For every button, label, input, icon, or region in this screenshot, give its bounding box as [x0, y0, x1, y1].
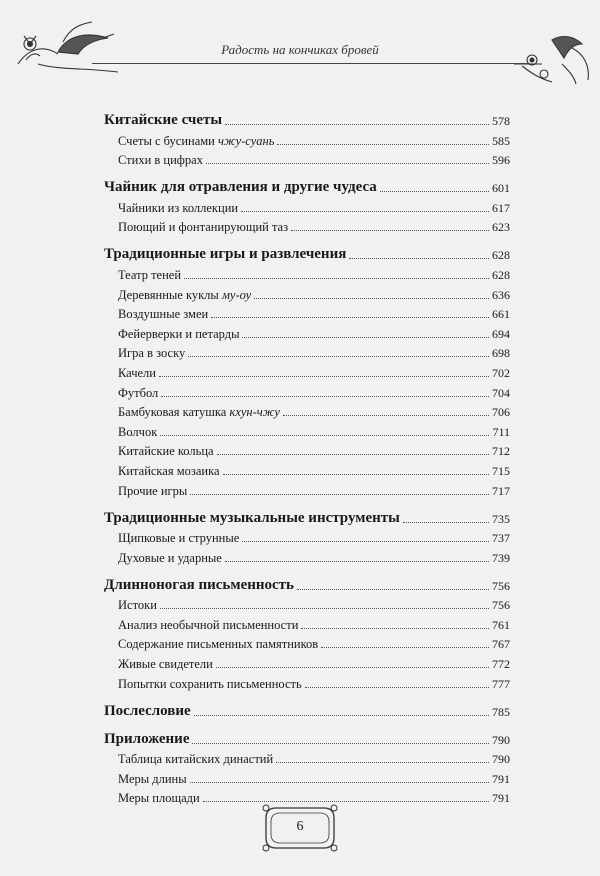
toc-title — [118, 464, 220, 479]
toc-page-number: 791 — [492, 791, 510, 806]
toc-section — [104, 240, 510, 263]
toc-title — [118, 405, 280, 420]
dot-leader — [190, 494, 489, 495]
toc-entry — [104, 129, 510, 149]
toc-title-text: Китайские кольца — [118, 444, 214, 459]
dot-leader — [192, 743, 489, 744]
toc-title — [118, 677, 302, 692]
dot-leader — [403, 522, 489, 523]
toc-entry — [104, 216, 510, 236]
dot-leader — [321, 647, 489, 648]
toc-title-italic: чжу-суань — [218, 133, 275, 148]
dot-leader — [277, 144, 489, 145]
toc-section — [104, 504, 510, 527]
toc-title — [118, 551, 222, 566]
table-of-contents — [104, 106, 510, 806]
toc-page-number: 628 — [492, 248, 510, 263]
bird-flower-icon — [512, 30, 596, 90]
dot-leader — [190, 782, 489, 783]
toc-title-text: Китайская мозаика — [118, 463, 220, 478]
dot-leader — [349, 258, 489, 259]
toc-entry — [104, 440, 510, 460]
toc-page-number: 628 — [492, 267, 510, 282]
toc-page-number: 790 — [492, 732, 510, 747]
toc-page-number: 712 — [492, 444, 510, 459]
toc-section — [104, 173, 510, 196]
dot-leader — [188, 356, 489, 357]
toc-title-text: Длинноногая письменность — [104, 576, 294, 593]
toc-title — [104, 703, 191, 720]
toc-section — [104, 725, 510, 748]
toc-page-number: 578 — [492, 114, 510, 128]
toc-title-text: Духовые и ударные — [118, 550, 222, 565]
toc-title — [118, 444, 214, 459]
toc-page-number: 767 — [492, 637, 510, 652]
toc-entry — [104, 196, 510, 216]
toc-title — [118, 618, 298, 633]
toc-section — [104, 697, 510, 720]
toc-title — [118, 598, 157, 613]
toc-title-text: Чайники из коллекции — [118, 200, 239, 215]
dot-leader — [276, 762, 489, 763]
dot-leader — [242, 337, 489, 338]
dot-leader — [380, 191, 489, 192]
dot-leader — [297, 589, 489, 590]
toc-title-text: Таблица китайских династий — [118, 752, 274, 767]
toc-entry — [104, 342, 510, 362]
toc-title-text: Воздушные змеи — [118, 307, 209, 322]
toc-page-number: 715 — [492, 463, 510, 478]
dot-leader — [216, 667, 489, 668]
toc-title-text: Чайник для отравления и другие чудеса — [104, 179, 377, 196]
toc-title-text: Щипковые и струнные — [118, 531, 240, 546]
toc-title — [104, 577, 294, 594]
toc-title-text: Прочие игры — [118, 483, 188, 498]
header-rule — [92, 63, 530, 64]
page-number: 6 — [296, 819, 304, 834]
toc-title — [118, 484, 187, 499]
dot-leader — [241, 211, 489, 212]
toc-title — [118, 637, 318, 652]
toc-section — [104, 106, 510, 129]
toc-title-text: Традиционные музыкальные инструменты — [104, 509, 400, 526]
dot-leader — [206, 163, 489, 164]
toc-title-text: Меры длины — [118, 771, 187, 786]
dot-leader — [242, 541, 489, 542]
dot-leader — [194, 715, 489, 716]
toc-title — [118, 791, 200, 806]
toc-title — [118, 153, 203, 168]
toc-title-text: Традиционные игры и развлечения — [104, 246, 347, 263]
dot-leader — [160, 435, 489, 436]
toc-entry — [104, 748, 510, 768]
toc-title — [118, 288, 251, 303]
toc-title — [118, 220, 288, 235]
toc-title — [118, 366, 156, 381]
toc-entry — [104, 613, 510, 633]
dot-leader — [254, 298, 489, 299]
toc-title — [118, 657, 213, 672]
dot-leader — [160, 608, 489, 609]
toc-section — [104, 571, 510, 594]
dot-leader — [225, 561, 489, 562]
toc-title — [118, 307, 208, 322]
toc-entry — [104, 672, 510, 692]
toc-page-number: 623 — [492, 220, 510, 235]
toc-title-text: Игра в зоску — [118, 346, 186, 361]
toc-title — [104, 179, 377, 196]
toc-page-number: 739 — [492, 550, 510, 565]
toc-page-number: 698 — [492, 346, 510, 361]
toc-entry — [104, 479, 510, 499]
toc-title — [118, 531, 239, 546]
toc-title-text: Живые свидетели — [118, 657, 213, 672]
toc-title-text: Китайские счеты — [104, 112, 223, 128]
toc-page-number: 737 — [492, 531, 510, 546]
toc-title-italic: кхун-чжу — [229, 405, 280, 420]
toc-entry — [104, 546, 510, 566]
toc-page-number: 735 — [492, 511, 510, 526]
toc-title-text: Футбол — [118, 385, 159, 400]
dot-leader — [301, 628, 489, 629]
toc-title-text: Послесловие — [104, 702, 191, 719]
toc-page-number: 661 — [492, 307, 510, 322]
toc-page-number: 601 — [492, 181, 510, 196]
toc-title-text: Фейерверки и петарды — [118, 326, 240, 341]
toc-title — [104, 510, 400, 527]
running-header-title: Радость на кончиках бровей — [221, 42, 379, 57]
toc-title — [118, 386, 158, 401]
toc-title-text: Театр теней — [118, 267, 182, 282]
toc-title — [118, 772, 187, 787]
dot-leader — [211, 317, 489, 318]
toc-title — [118, 346, 185, 361]
dot-leader — [225, 124, 489, 125]
toc-page-number: 772 — [492, 657, 510, 672]
toc-page-number: 711 — [492, 424, 510, 439]
toc-entry — [104, 381, 510, 401]
toc-title — [104, 112, 222, 129]
toc-entry — [104, 303, 510, 323]
toc-page-number: 704 — [492, 385, 510, 400]
toc-page-number: 790 — [492, 752, 510, 767]
toc-title-text: Бамбуковая катушка — [118, 405, 230, 420]
toc-title-text: Счеты с бусинами — [118, 133, 218, 148]
toc-title-text: Поющий и фонтанирующий таз — [118, 220, 289, 235]
toc-title-text: Анализ необычной письменности — [118, 617, 299, 632]
toc-title-text: Качели — [118, 365, 156, 380]
toc-title-text: Приложение — [104, 730, 190, 747]
toc-entry — [104, 459, 510, 479]
toc-page-number: 596 — [492, 153, 510, 168]
toc-entry — [104, 401, 510, 421]
dot-leader — [159, 376, 489, 377]
toc-entry — [104, 420, 510, 440]
toc-title-text: Деревянные куклы — [118, 287, 222, 302]
toc-title-text: Попытки сохранить письменность — [118, 676, 302, 691]
dot-leader — [161, 396, 489, 397]
toc-entry — [104, 652, 510, 672]
toc-page-number: 636 — [492, 287, 510, 302]
toc-page-number: 761 — [492, 617, 510, 632]
toc-page-number: 777 — [492, 676, 510, 691]
toc-title-text: Меры площади — [118, 791, 200, 806]
toc-entry — [104, 633, 510, 653]
toc-entry — [104, 361, 510, 381]
toc-entry — [104, 263, 510, 283]
toc-entry — [104, 283, 510, 303]
toc-entry — [104, 767, 510, 787]
toc-title — [118, 134, 274, 149]
toc-page-number: 585 — [492, 133, 510, 148]
toc-title — [118, 425, 157, 440]
toc-page-number: 756 — [492, 578, 510, 593]
toc-page-number: 717 — [492, 483, 510, 498]
toc-entry — [104, 322, 510, 342]
dot-leader — [291, 230, 489, 231]
toc-title — [118, 327, 239, 342]
toc-page-number: 756 — [492, 598, 510, 613]
dot-leader — [184, 278, 489, 279]
toc-title — [104, 246, 346, 263]
dot-leader — [305, 687, 489, 688]
toc-entry — [104, 149, 510, 169]
dot-leader — [203, 801, 489, 802]
toc-page-number: 702 — [492, 365, 510, 380]
toc-title — [118, 752, 273, 767]
dot-leader — [217, 454, 489, 455]
toc-page-number: 706 — [492, 405, 510, 420]
toc-title-text: Волчок — [118, 424, 158, 439]
toc-title — [104, 731, 189, 748]
toc-title — [118, 201, 238, 216]
toc-title-text: Содержание письменных памятников — [118, 637, 319, 652]
toc-title-text: Истоки — [118, 598, 157, 613]
toc-page-number: 791 — [492, 771, 510, 786]
toc-page-number: 694 — [492, 326, 510, 341]
dot-leader — [223, 474, 489, 475]
toc-page-number: 785 — [492, 704, 510, 719]
toc-title-text: Стихи в цифрах — [118, 153, 203, 168]
toc-title — [118, 268, 181, 283]
toc-page-number: 617 — [492, 200, 510, 215]
dot-leader — [283, 415, 489, 416]
toc-entry — [104, 527, 510, 547]
toc-entry — [104, 594, 510, 614]
toc-title-italic: му-оу — [221, 287, 252, 302]
